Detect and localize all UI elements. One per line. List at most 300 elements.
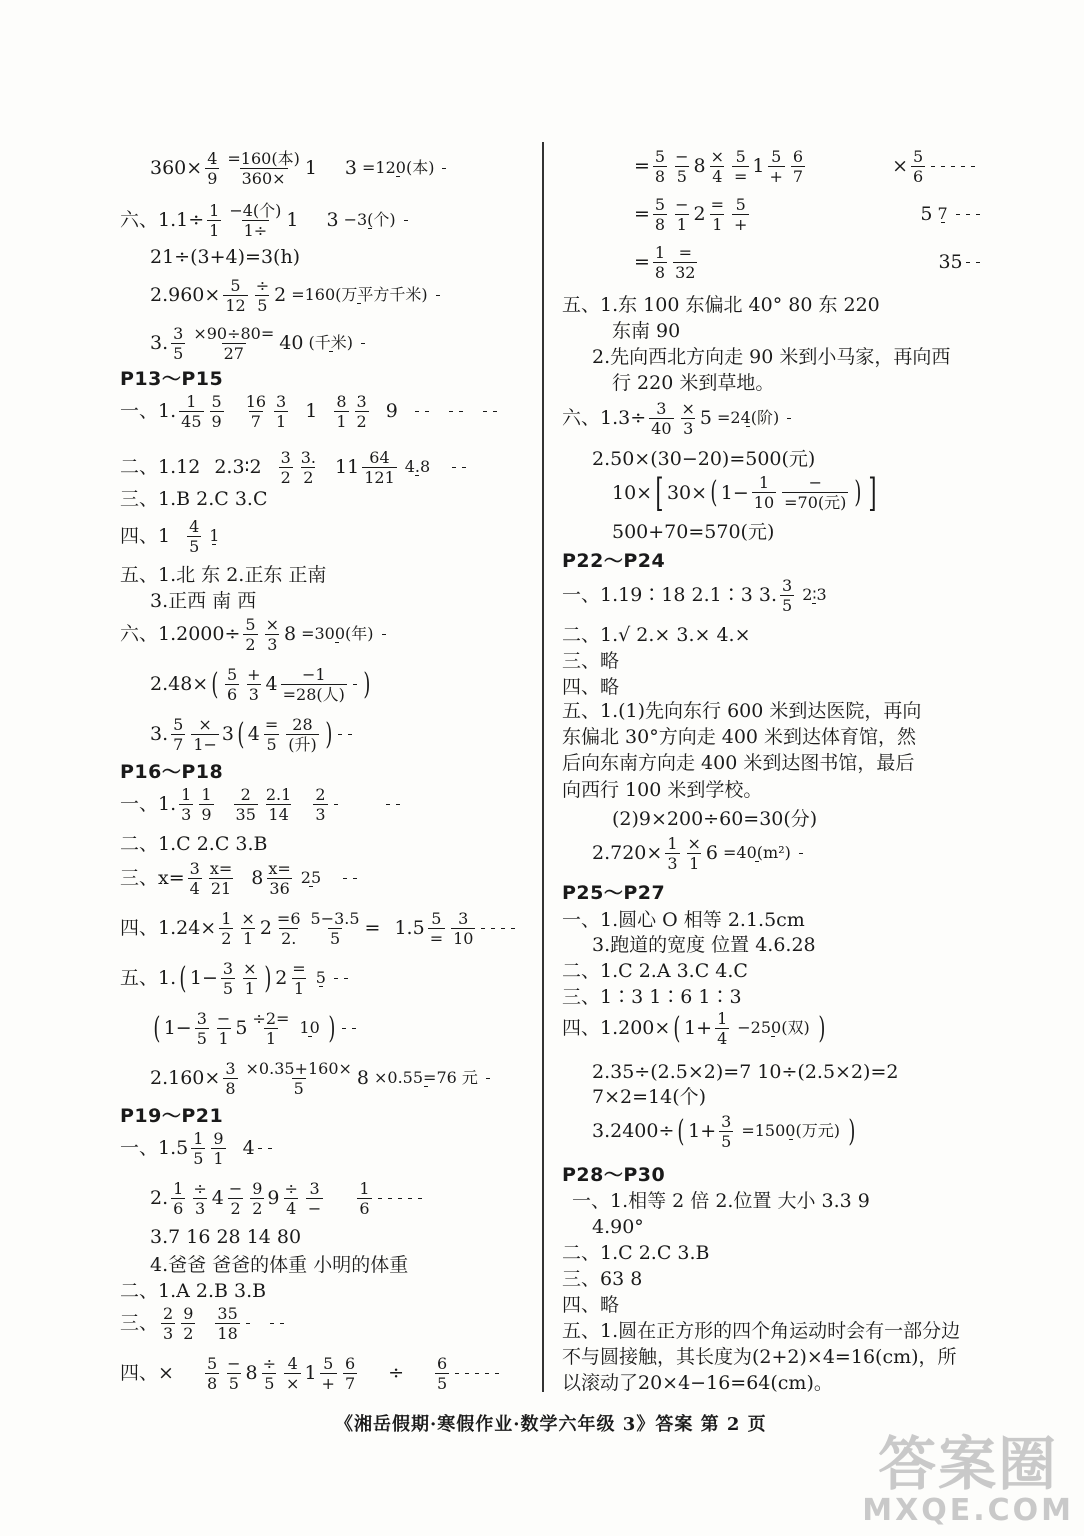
denominator: [382, 634, 386, 636]
heading-text: P19～P21: [120, 1105, 224, 1127]
denominator: [319, 986, 323, 988]
denominator: 5: [228, 1373, 239, 1393]
answer-line: [592, 450, 815, 469]
math-text: =: [364, 917, 381, 940]
fraction: [299, 869, 323, 889]
answer-line: [120, 910, 518, 947]
fraction: [451, 910, 475, 947]
answer-line: [150, 1228, 301, 1247]
denominator: [334, 978, 338, 980]
answer-line: [562, 652, 619, 671]
denominator: 14: [268, 804, 289, 824]
answer-line: [150, 277, 443, 314]
math-text: 一、1.5: [120, 1137, 189, 1160]
close-paren: ): [854, 475, 862, 510]
fraction: [344, 978, 348, 980]
math-text: 一、1.: [120, 400, 177, 423]
fraction: [234, 786, 258, 823]
fraction: [956, 214, 960, 216]
numerator: ×90÷80=: [193, 324, 275, 343]
numerator: 5: [226, 665, 238, 684]
denominator: 1: [676, 214, 687, 234]
answer-line: [562, 296, 880, 315]
math-text: 2: [259, 917, 272, 940]
fraction: [511, 928, 515, 930]
fraction: [378, 1198, 382, 1200]
math-text: 3.2400÷: [592, 1120, 675, 1143]
numerator: 5: [771, 147, 782, 166]
math-text: =: [634, 203, 650, 226]
denominator: [465, 1373, 469, 1375]
fraction: [388, 1198, 392, 1200]
fraction: [225, 1355, 242, 1392]
fraction: [721, 844, 793, 864]
denominator: [442, 168, 446, 170]
denominator: [396, 804, 400, 806]
fraction: [244, 1060, 354, 1097]
denominator: [280, 1323, 284, 1325]
denominator: [771, 1036, 775, 1038]
section-heading: [562, 1166, 665, 1185]
fraction: [334, 804, 338, 806]
denominator: 5: [676, 166, 687, 186]
fraction: [971, 166, 975, 168]
math-text: 四、1.200×: [562, 1017, 671, 1040]
numerator: ÷2=: [252, 1009, 290, 1028]
denominator: [459, 411, 463, 413]
fraction: [246, 1323, 250, 1325]
numerator: 3: [189, 859, 200, 878]
numerator: 5: [654, 195, 666, 214]
fraction: [673, 196, 690, 233]
fraction: [225, 150, 301, 187]
math-text: 一、1.: [120, 793, 177, 816]
answer-line: [562, 577, 846, 614]
fraction: [309, 910, 362, 947]
fraction: [320, 1355, 337, 1392]
fraction: [780, 577, 794, 614]
denominator: [941, 166, 945, 168]
denominator: [425, 411, 429, 413]
fraction: [191, 1180, 208, 1217]
math-text: 1: [304, 157, 317, 180]
denominator: (升): [288, 734, 317, 754]
fraction: [223, 277, 247, 314]
denominator: 1: [209, 220, 220, 240]
math-text: 四、1: [120, 525, 171, 548]
line-text: 3.7 16 28 14 80: [150, 1226, 302, 1248]
numerator: 1: [181, 785, 192, 804]
fraction: [244, 393, 268, 430]
line-text: 21÷(3+4)=3(h): [150, 246, 301, 268]
math-text: 1−: [163, 1017, 192, 1040]
answer-line: [562, 1296, 619, 1315]
denominator: [396, 176, 400, 178]
fraction: [739, 1122, 842, 1142]
fraction: [428, 910, 445, 947]
math-text: 四、: [120, 1362, 159, 1385]
fraction: [709, 148, 726, 185]
numerator: 5: [735, 195, 746, 214]
fraction: [258, 1148, 262, 1150]
fraction: [360, 159, 436, 179]
fraction: [465, 1373, 469, 1375]
answer-line: [120, 835, 268, 854]
math-text: 1.5: [394, 917, 425, 940]
denominator: 360×: [241, 168, 286, 188]
open-paren: (: [153, 1010, 161, 1046]
answer-line: [150, 1060, 493, 1097]
denominator: 45: [181, 411, 202, 431]
answer-line: [120, 393, 500, 430]
answer-line: [150, 1010, 359, 1047]
heading-text: P16～P18: [120, 761, 224, 783]
math-text: 2.160×: [150, 1067, 221, 1090]
fraction: [653, 148, 667, 185]
numerator: 1: [209, 525, 220, 545]
math-text: 3: [221, 723, 235, 746]
answer-line: [120, 1355, 502, 1392]
numerator: 3: [222, 959, 234, 978]
fraction: [205, 1355, 219, 1392]
denominator: 9: [211, 411, 222, 431]
numerator: 3: [721, 1112, 732, 1131]
numerator: =: [264, 715, 279, 734]
fraction: [343, 1355, 357, 1392]
fraction: [459, 411, 463, 413]
answer-line: [592, 1063, 898, 1082]
section-heading: [120, 763, 223, 782]
numerator: −3(个): [343, 209, 396, 229]
numerator: 25: [300, 867, 322, 887]
fraction: [161, 1305, 175, 1342]
denominator: [368, 228, 372, 230]
denominator: 35: [235, 804, 256, 824]
line-text: (2)9×200÷60=30(分): [612, 808, 818, 830]
numerator: 5: [173, 715, 184, 734]
fraction: [408, 1198, 412, 1200]
line-text: 三、1∶3 1∶6 1∶3: [562, 986, 742, 1008]
page-footer: 《湘岳假期·寒假作业·数学六年级 3》答案 第 2 页: [335, 1414, 767, 1435]
denominator: ×: [286, 1373, 300, 1393]
denominator: 2: [252, 1198, 263, 1218]
denominator: [334, 804, 338, 806]
numerator: =6: [276, 909, 301, 928]
denominator: +: [769, 166, 783, 186]
open-paren: (: [211, 666, 219, 702]
answer-line: [120, 616, 389, 653]
numerator: 5: [735, 147, 746, 166]
numerator: 1: [209, 201, 220, 220]
answer-line: [634, 148, 978, 185]
numerator: 1: [667, 834, 678, 853]
numerator: 5: [245, 615, 256, 634]
denominator: 5: [266, 734, 277, 754]
numerator: 5: [913, 147, 924, 166]
answer-line: [592, 936, 816, 955]
numerator: 64: [369, 448, 390, 467]
fraction: [665, 835, 679, 872]
section-heading: [120, 1107, 223, 1126]
denominator: 3: [667, 853, 678, 873]
denominator: 8: [225, 1078, 236, 1098]
fraction: [355, 393, 369, 430]
watermark: [862, 1430, 1074, 1528]
denominator: [344, 978, 348, 980]
math-text: 2.960×: [150, 284, 221, 307]
answer-paragraph: [562, 698, 927, 803]
denominator: [329, 351, 333, 353]
denominator: 1: [244, 978, 255, 998]
numerator: 1: [221, 909, 232, 928]
fraction: [191, 716, 219, 753]
line-text: 行 220 米到草地。: [612, 372, 775, 394]
fraction: [239, 910, 256, 947]
numerator: 7: [937, 203, 948, 223]
fraction: [205, 150, 219, 187]
line-text: 2.50×(30−20)=500(元): [592, 448, 816, 470]
math-text: 4: [211, 1187, 224, 1210]
math-text: 三、x=: [120, 867, 185, 890]
fraction: [268, 1148, 272, 1150]
denominator: [486, 1078, 490, 1080]
fraction: [481, 928, 485, 930]
denominator: [452, 467, 456, 469]
fraction: [911, 148, 925, 185]
denominator: 3: [683, 418, 694, 438]
fraction: [680, 400, 697, 437]
fraction: [372, 1069, 480, 1089]
fraction: [787, 418, 791, 420]
fraction: [799, 853, 803, 855]
numerator: 1: [717, 1009, 728, 1028]
math-text: 5: [920, 203, 933, 226]
answer-line: [562, 626, 751, 645]
numerator: 5: [206, 1354, 218, 1373]
numerator: =300(年): [301, 623, 374, 643]
column-divider: [542, 142, 544, 1392]
close-paren: ): [848, 1113, 856, 1149]
close-paren: ): [325, 716, 333, 752]
denominator: 3: [267, 634, 278, 654]
numerator: ×: [681, 399, 695, 418]
denominator: [501, 928, 505, 930]
numerator: 1: [201, 785, 212, 804]
fraction: [338, 734, 342, 736]
line-text: 2.先向西北方向走 90 米到小马家，再向西: [592, 346, 951, 368]
close-bracket: ]: [868, 471, 877, 515]
math-text: 5: [235, 1017, 248, 1040]
fraction: [732, 148, 749, 185]
fraction: [493, 411, 497, 413]
fraction: [362, 449, 397, 486]
line-text: 四、略: [562, 1294, 620, 1316]
numerator: 5: [431, 909, 442, 928]
denominator: [308, 1036, 312, 1038]
numerator: ÷: [284, 1179, 298, 1198]
fraction: [966, 214, 970, 216]
fraction: [241, 960, 258, 997]
answer-line: [562, 988, 742, 1007]
math-text: 9: [385, 400, 398, 423]
numerator: =160(万平方千米): [291, 284, 428, 304]
denominator: [491, 928, 495, 930]
math-text: 1: [304, 1362, 317, 1385]
line-text: 东南 90: [612, 320, 681, 342]
numerator: =160(本): [227, 149, 300, 168]
answer-line: [562, 1010, 828, 1047]
fraction: [425, 411, 429, 413]
numerator: −250(双): [737, 1017, 810, 1037]
fraction: [187, 518, 201, 555]
line-text: 五、1.北 东 2.正东 正南: [120, 564, 327, 586]
denominator: [353, 878, 357, 880]
denominator: 2.: [281, 928, 297, 948]
denominator: 4: [717, 1028, 728, 1048]
line-text: 二、1.C 2.C 3.B: [120, 833, 268, 855]
line-text: 二、1.C 2.C 3.B: [562, 1242, 710, 1264]
fraction: [274, 393, 288, 430]
math-text: 35: [938, 251, 963, 274]
denominator: [449, 411, 453, 413]
math-text: 8: [245, 1362, 258, 1385]
fraction: [415, 411, 419, 413]
fraction: [976, 214, 980, 216]
numerator: 8: [336, 392, 347, 411]
denominator: =28(人): [282, 684, 345, 704]
math-text: 10×: [612, 481, 653, 504]
fraction: [735, 1019, 811, 1039]
answer-line: [612, 322, 680, 341]
answer-line: [634, 196, 983, 233]
denominator: [378, 1198, 382, 1200]
answer-line: [592, 1113, 859, 1150]
denominator: 121: [364, 467, 395, 487]
section-heading: [562, 552, 665, 571]
answer-line: [120, 202, 411, 239]
denominator: 2: [245, 634, 256, 654]
numerator: −: [675, 195, 689, 214]
fraction: [791, 148, 805, 185]
denominator: +: [321, 1373, 335, 1393]
answer-line: [562, 678, 619, 697]
math-text: 2: [275, 967, 288, 990]
numerator: 4: [189, 517, 200, 536]
math-text: 2.3∶2: [214, 456, 262, 479]
numerator: 9: [213, 1129, 224, 1148]
math-text: 1: [305, 400, 318, 423]
fraction: [491, 928, 495, 930]
numerator: 4: [287, 1354, 298, 1373]
line-text: 三、63 8: [562, 1268, 643, 1290]
denominator: [408, 1198, 412, 1200]
open-paren: (: [710, 475, 718, 510]
numerator: 1: [193, 1129, 204, 1148]
denominator: 1: [243, 928, 254, 948]
fraction: [270, 1323, 274, 1325]
math-text: 8: [251, 867, 264, 890]
denominator: [357, 303, 361, 305]
fraction: [715, 409, 781, 429]
fraction: [449, 411, 453, 413]
math-text: 2.: [150, 1187, 169, 1210]
denominator: 5: [222, 978, 234, 998]
fraction: [281, 666, 347, 703]
fraction: [752, 474, 776, 511]
denominator: 2: [303, 467, 314, 487]
denominator: 40: [651, 418, 672, 438]
answer-line: [120, 449, 483, 486]
numerator: 3: [173, 324, 184, 343]
fraction: [211, 1130, 225, 1167]
math-text: ×: [892, 155, 909, 178]
fraction: [353, 878, 357, 880]
denominator: [951, 166, 955, 168]
numerator: −: [808, 473, 822, 493]
denominator: 1: [265, 1028, 277, 1048]
denominator: =: [734, 166, 748, 186]
fraction: [250, 1180, 264, 1217]
answer-line: [562, 962, 748, 981]
numerator: 1: [173, 1179, 184, 1198]
numerator: ×: [265, 615, 279, 634]
denominator: [268, 1148, 272, 1150]
numerator: 1: [359, 1179, 370, 1198]
math-text: 1−: [720, 481, 749, 504]
denominator: [309, 886, 313, 888]
numerator: =: [292, 959, 306, 978]
heading-text: P13～P15: [120, 368, 224, 390]
math-text: 三、: [120, 1312, 159, 1335]
denominator: 7: [173, 734, 184, 754]
denominator: [495, 1373, 499, 1375]
math-text: 2: [693, 203, 706, 226]
numerator: 2: [240, 785, 251, 804]
denominator: 5: [196, 1028, 207, 1048]
fraction: [442, 168, 446, 170]
numerator: =: [710, 195, 725, 214]
fraction: [403, 458, 432, 478]
denominator: [404, 220, 408, 222]
watermark-text: 答案圈: [878, 1430, 1059, 1498]
denominator: [976, 214, 980, 216]
numerator: 28: [292, 715, 313, 734]
fraction: [299, 625, 375, 645]
numerator: 4: [207, 149, 218, 168]
fraction: [396, 804, 400, 806]
answer-line: [572, 1192, 870, 1211]
line-text: 四、略: [562, 676, 620, 698]
math-text: 4: [265, 673, 278, 696]
denominator: [746, 426, 750, 428]
numerator: x=: [268, 859, 291, 878]
math-text: 六、1.1÷: [120, 209, 205, 232]
denominator: [483, 411, 487, 413]
answer-line: [150, 716, 355, 753]
denominator: 4: [286, 1198, 297, 1218]
fraction: [286, 716, 319, 753]
numerator: 2∶3: [802, 584, 827, 604]
fraction: [264, 786, 293, 823]
math-text: 11: [335, 456, 360, 479]
answer-line: [592, 835, 806, 872]
numerator: 6: [344, 1354, 356, 1373]
denominator: +: [734, 214, 748, 234]
numerator: 2.1: [265, 785, 292, 804]
line-text: 3.跑道的宽度 位置 4.6.28: [592, 934, 816, 956]
denominator: [246, 1323, 250, 1325]
answer-line: [612, 374, 774, 393]
